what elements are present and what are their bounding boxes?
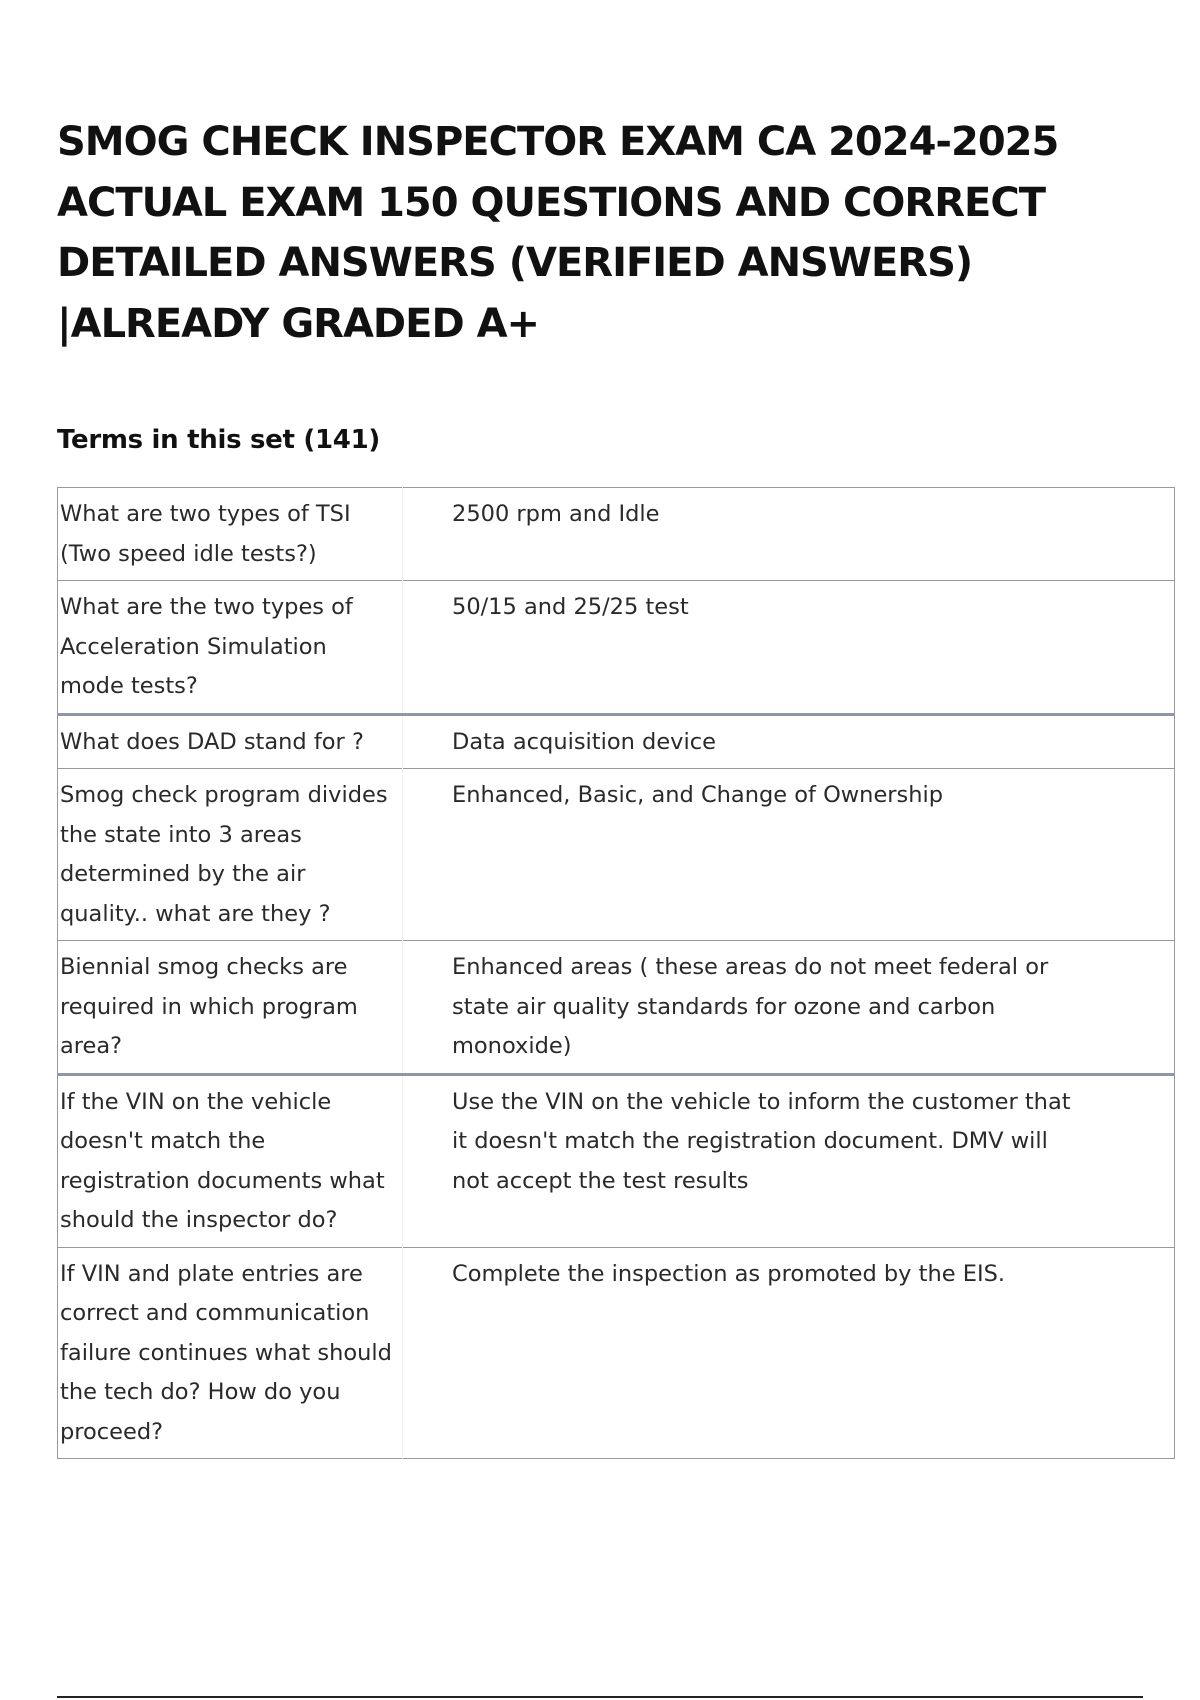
table-row (58, 581, 1175, 715)
table-row (58, 1247, 1175, 1459)
term-cell: What does DAD stand for ? (58, 714, 403, 769)
term-cell: Smog check program divides the state into 3 areas determined by the air quality.. what are they ? (58, 769, 403, 941)
terms-table (57, 487, 1175, 1459)
definition-cell: 50/15 and 25/25 test (452, 594, 689, 620)
definition-cell: Use the VIN on the vehicle to inform the customer that it doesn't match the registration document. DMV will not accept the test results (452, 1088, 1071, 1194)
definition-cell: Enhanced, Basic, and Change of Ownership (452, 782, 944, 808)
footer-divider (57, 1696, 1143, 1698)
terms-heading: Terms in this set (141) (57, 425, 380, 455)
term-cell: What are the two types of Acceleration Simulation mode tests? (58, 581, 403, 715)
table-row (58, 488, 1175, 581)
table-row (58, 941, 1175, 1075)
definition-cell: 2500 rpm and Idle (452, 501, 660, 527)
term-cell: If VIN and plate entries are correct and communication failure continues what should the tech do? How do you proceed? (58, 1247, 403, 1459)
page-title: SMOG CHECK INSPECTOR EXAM CA 2024-2025 ACTUAL EXAM 150 QUESTIONS AND CORRECT DETAILED ANSWERS (VERIFIED ANSWERS) |ALREADY GRADED A+ (57, 119, 1059, 347)
term-cell: Biennial smog checks are required in which program area? (58, 941, 403, 1075)
definition-cell: Complete the inspection as promoted by the EIS. (452, 1260, 1006, 1287)
table-row (58, 1074, 1175, 1247)
definition-cell: Data acquisition device (452, 728, 716, 755)
definition-cell: Enhanced areas ( these areas do not meet federal or state air quality standards for ozone and carbon monoxide) (452, 954, 1049, 1059)
table-row (58, 769, 1175, 941)
term-cell: What are two types of TSI (Two speed idle tests?) (58, 488, 403, 581)
term-cell: If the VIN on the vehicle doesn't match the registration documents what should the inspector do? (58, 1074, 403, 1247)
table-row (58, 714, 1175, 769)
